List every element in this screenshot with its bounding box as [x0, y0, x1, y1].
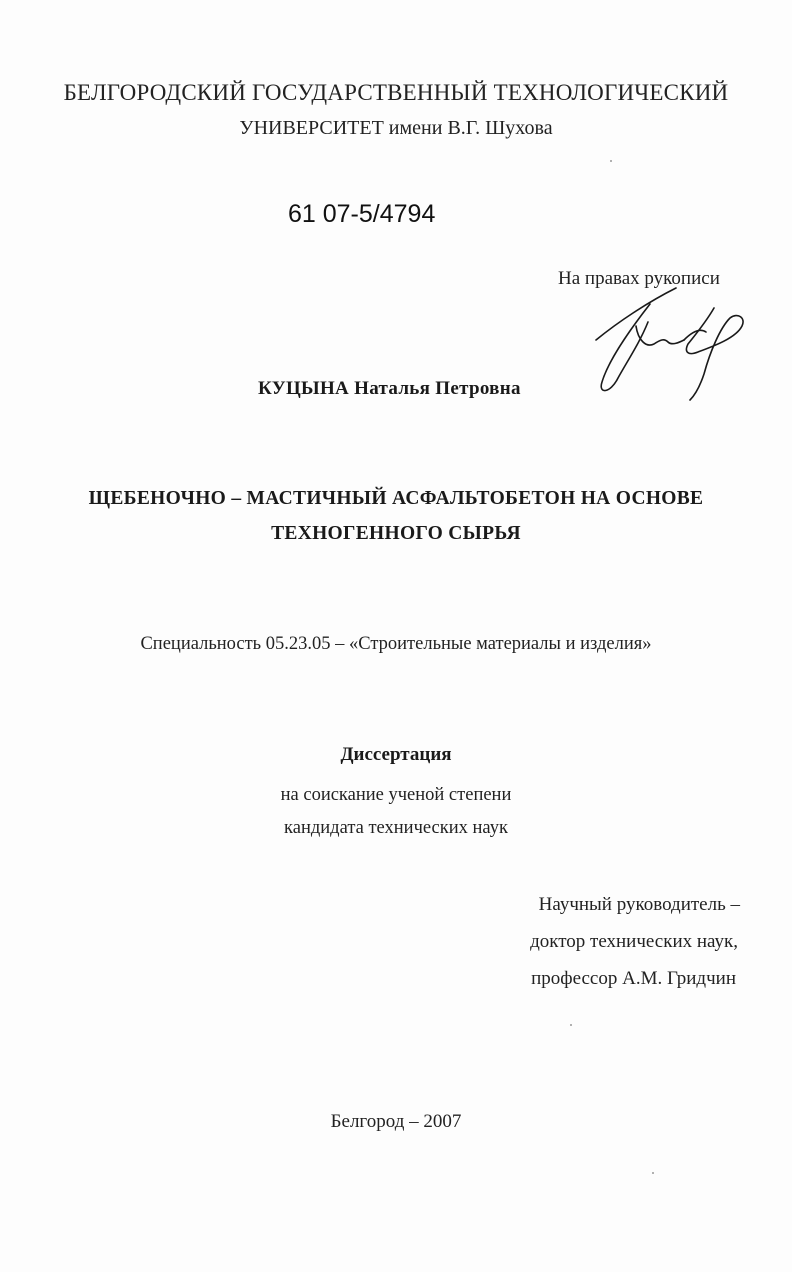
signature-icon	[588, 282, 748, 402]
dissertation-title-line2: ТЕХНОГЕННОГО СЫРЬЯ	[271, 523, 521, 544]
degree-line2: кандидата технических наук	[284, 818, 508, 838]
scan-speck	[652, 1172, 654, 1174]
registration-code: 61 07-5/4794	[288, 200, 436, 228]
specialty-line: Специальность 05.23.05 – «Строительные материалы и изделия»	[140, 634, 652, 654]
supervisor-line3: профессор А.М. Гридчин	[531, 968, 736, 989]
supervisor-line1: Научный руководитель –	[538, 894, 740, 915]
supervisor-line2: доктор технических наук,	[530, 931, 738, 952]
dissertation-title-line1: ЩЕБЕНОЧНО – МАСТИЧНЫЙ АСФАЛЬТОБЕТОН НА ОСНОВЕ	[88, 488, 704, 509]
university-name-line2: УНИВЕРСИТЕТ имени В.Г. Шухова	[239, 117, 553, 139]
document-type-label: Диссертация	[340, 744, 452, 765]
scan-speck	[570, 1024, 572, 1026]
manuscript-rights-label: На правах рукописи	[558, 268, 720, 289]
author-name: КУЦЫНА Наталья Петровна	[258, 378, 521, 399]
city-year: Белгород – 2007	[330, 1111, 462, 1132]
scan-speck	[610, 160, 612, 162]
university-name-line1: БЕЛГОРОДСКИЙ ГОСУДАРСТВЕННЫЙ ТЕХНОЛОГИЧЕСКИЙ	[63, 80, 729, 105]
degree-line1: на соискание ученой степени	[280, 785, 512, 805]
